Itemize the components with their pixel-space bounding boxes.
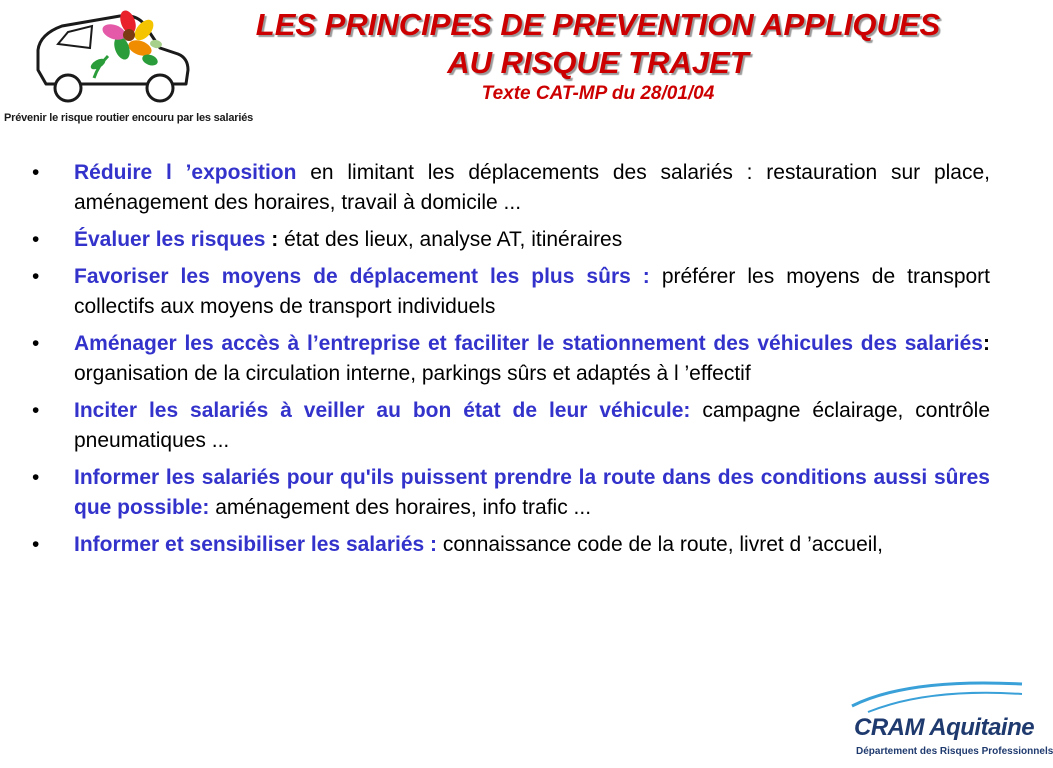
bullet-lead: Évaluer les risques <box>74 228 266 251</box>
cram-swoosh-logo-icon <box>848 676 1024 716</box>
bullet-item <box>28 225 990 255</box>
bullet-item <box>28 396 990 456</box>
cram-brand-name: CRAM Aquitaine <box>854 714 1035 741</box>
bullet-text: aménagement des horaires, info trafic ... <box>209 496 592 519</box>
bullet-text: campagne éclairage, contrôle pneumatiques ... <box>74 399 991 452</box>
bullet-lead: Aménager les accès à l’entreprise et faciliter le stationnement des véhicules des salariés <box>74 332 983 355</box>
bullet-item <box>28 530 990 560</box>
bullet-dot-icon: • <box>32 228 40 251</box>
bullet-separator: : <box>265 228 279 251</box>
logo-top <box>4 4 254 136</box>
bullet-lead: Réduire l ’exposition <box>74 161 297 184</box>
car-with-flower-logo-icon <box>28 4 198 108</box>
cram-department: Département des Risques Professionnels <box>856 746 1053 757</box>
title-block <box>240 6 956 106</box>
bullet-dot-icon: • <box>32 533 40 556</box>
bullet-dot-icon: • <box>32 265 40 288</box>
bullet-item <box>28 262 990 322</box>
bullet-lead: Informer et sensibiliser les salariés : <box>74 533 438 556</box>
logo-caption: Prévenir le risque routier encouru par les salariés <box>4 112 254 124</box>
bullet-lead: Favoriser les moyens de déplacement les plus sûrs : <box>74 265 650 288</box>
page-title: LES PRINCIPES DE PREVENTION APPLIQUES AU RISQUE TRAJET <box>255 7 941 80</box>
bullet-item <box>28 463 990 523</box>
bullet-list <box>28 158 990 567</box>
bullet-dot-icon: • <box>32 466 40 489</box>
bullet-text: connaissance code de la route, livret d ’accueil, <box>437 533 883 556</box>
bullet-text: préférer les moyens de transport collectifs aux moyens de transport individuels <box>74 265 991 318</box>
bullet-dot-icon: • <box>32 399 40 422</box>
bullet-separator: : <box>983 332 990 355</box>
bullet-dot-icon: • <box>32 161 40 184</box>
bullet-text: organisation de la circulation interne, parkings sûrs et adaptés à l ’effectif <box>74 362 751 385</box>
bullet-lead: Informer les salariés pour qu'ils puissent prendre la route dans des conditions aussi sûres que possible: <box>74 466 990 519</box>
bullet-text: en limitant les déplacements des salariés : restauration sur place, aménagement des horaires, travail à domicile ... <box>74 161 990 214</box>
logo-bottom <box>848 676 1053 768</box>
page-subtitle: Texte CAT-MP du 28/01/04 <box>481 83 715 104</box>
bullet-text: état des lieux, analyse AT, itinéraires <box>278 228 623 251</box>
bullet-lead: Inciter les salariés à veiller au bon état de leur véhicule: <box>74 399 691 422</box>
bullet-dot-icon: • <box>32 332 40 355</box>
bullet-item <box>28 329 990 389</box>
bullet-item <box>28 158 990 218</box>
